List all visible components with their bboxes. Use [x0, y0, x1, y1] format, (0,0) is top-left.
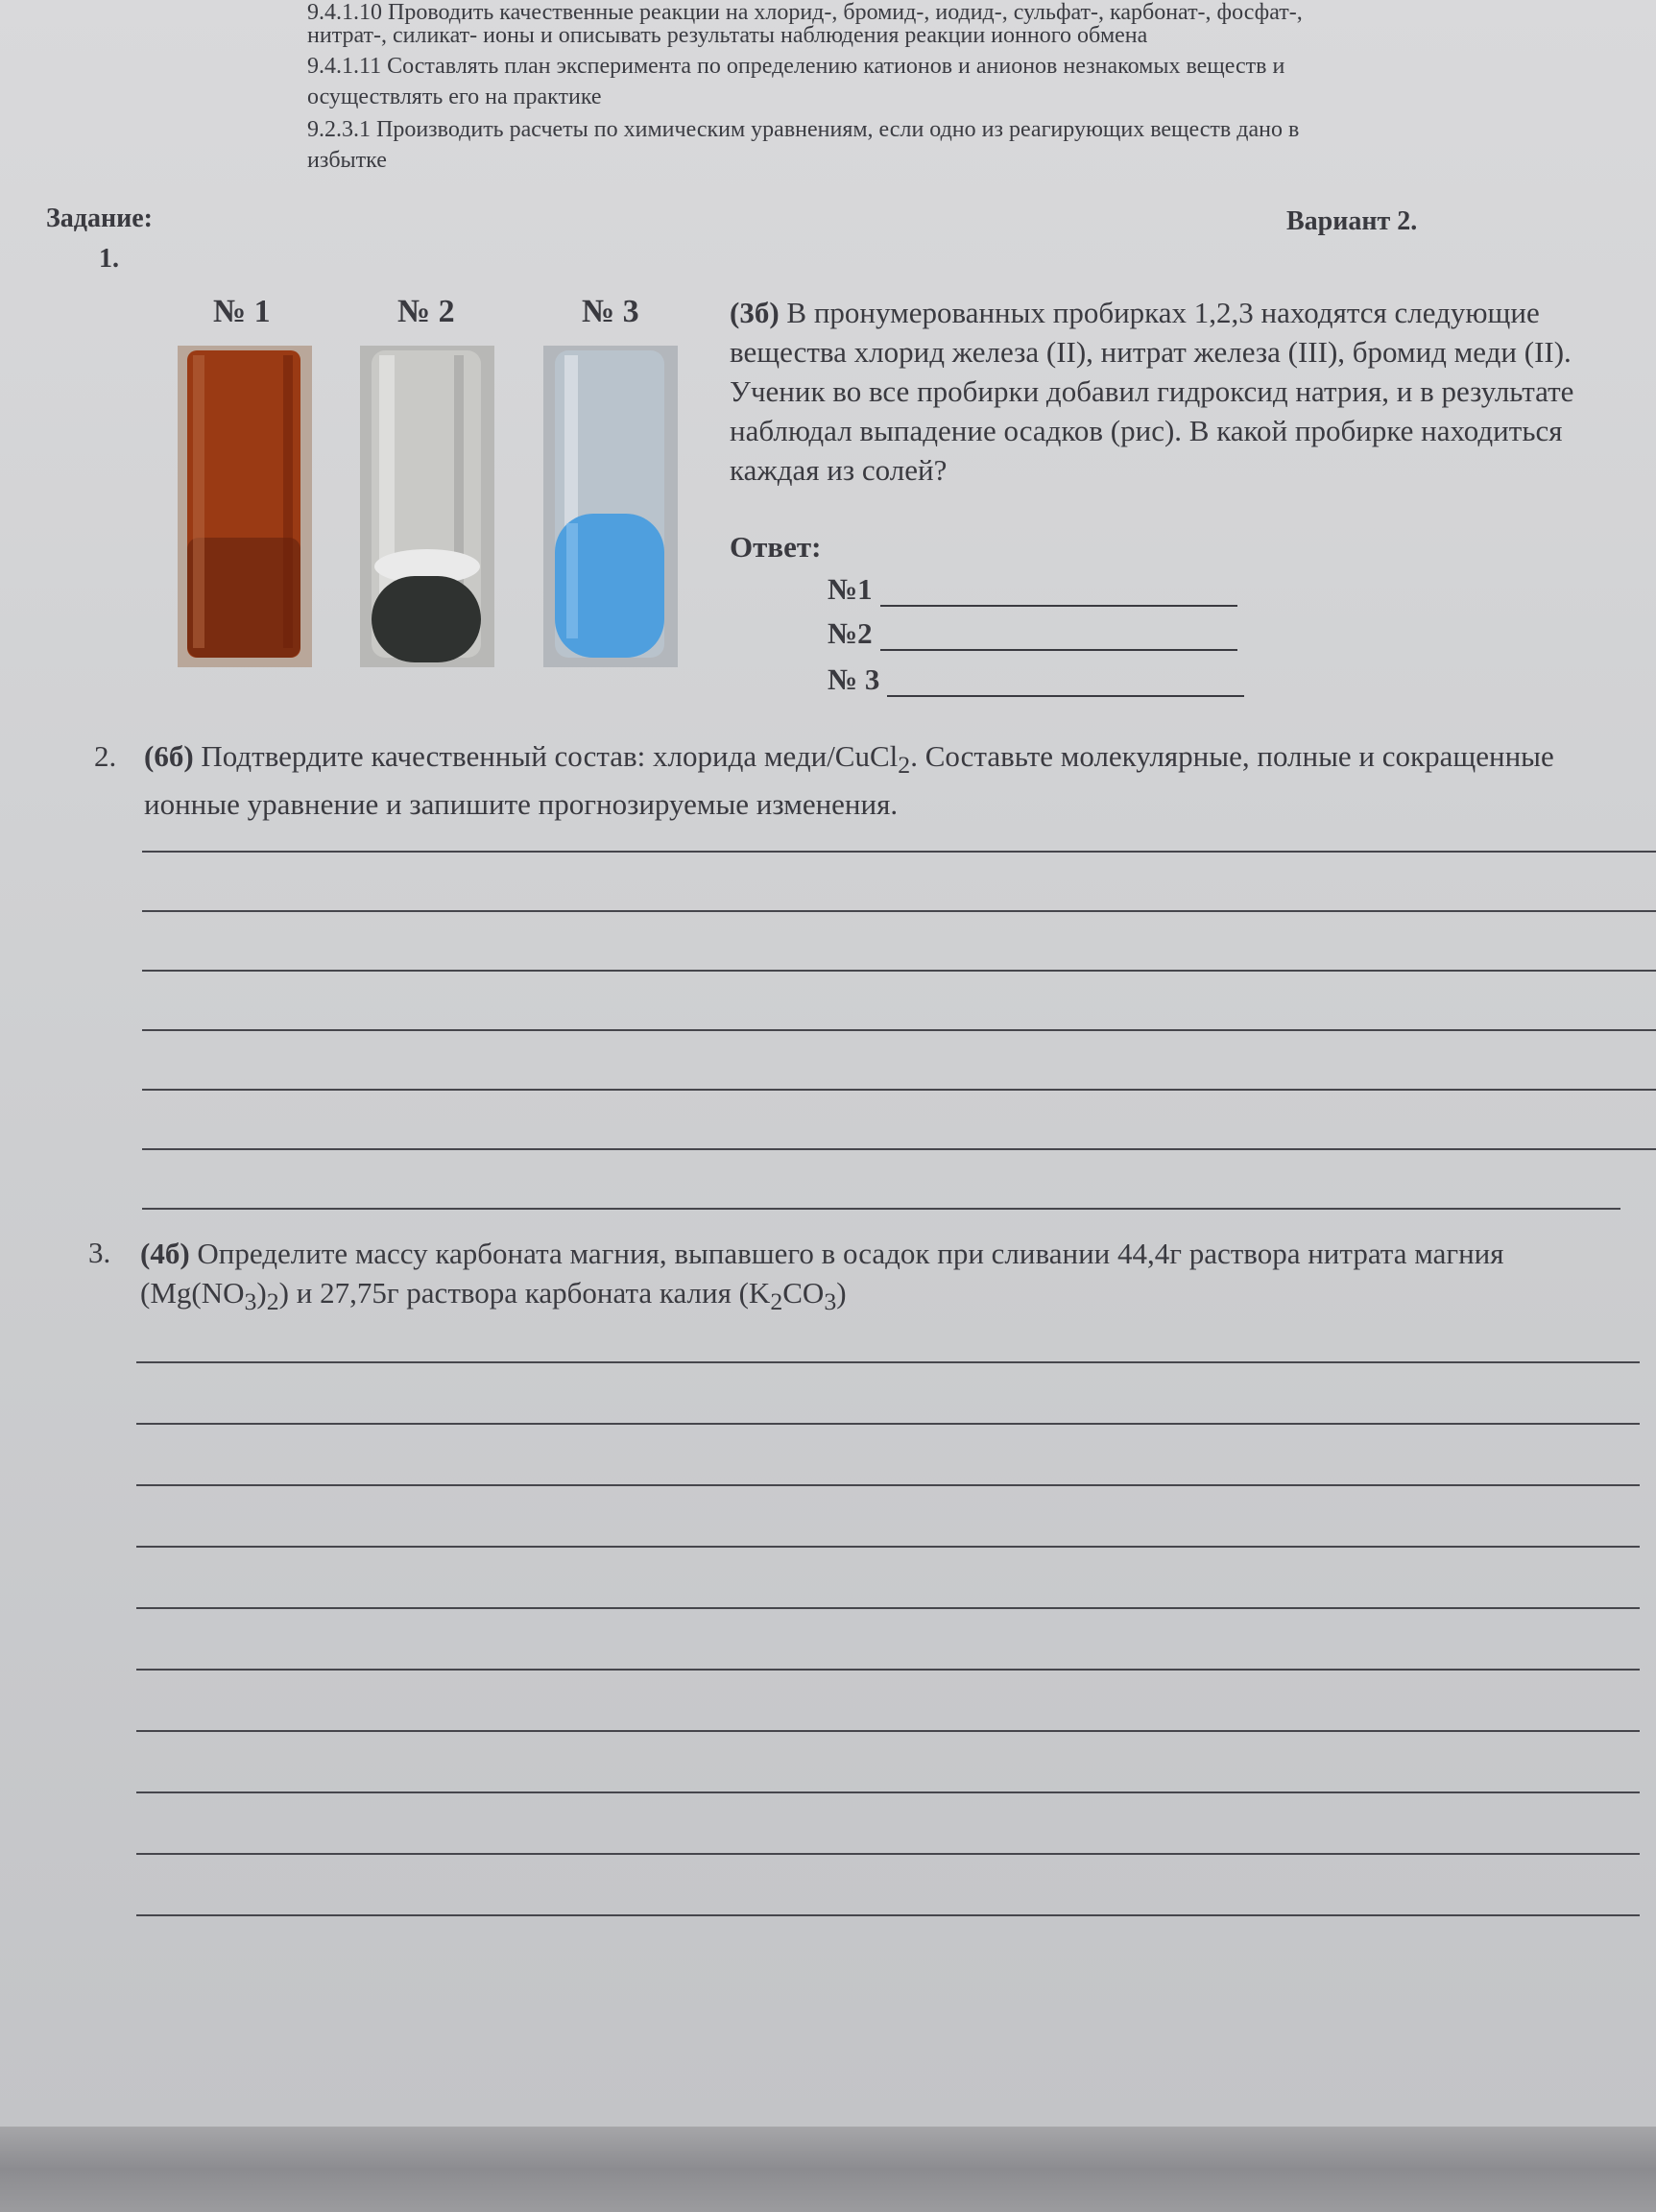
- answer-line[interactable]: [136, 1669, 1640, 1671]
- answer-line[interactable]: [142, 1148, 1656, 1150]
- question-3-body: Определите массу карбоната магния, выпавшего в осадок при сливании 44,4г раствора нитрата магния (Mg(NO: [140, 1237, 1504, 1310]
- question-1-points: (3б): [730, 296, 780, 329]
- question-2-points: (6б): [144, 739, 194, 773]
- question-3-text: [140, 1234, 1638, 1321]
- question-1-body: В пронумерованных пробирках 1,2,3 находятся следующие вещества хлорид железа (II), нитрат железа (III), бромид меди (II). Ученик во все пробирки добавил гидроксид натрия, и в результате наблюдал выпадение осадков (рис). В какой пробирке находиться каждая из солей?: [730, 296, 1574, 487]
- answer-line[interactable]: [142, 1029, 1656, 1031]
- answer-line[interactable]: [136, 1853, 1640, 1855]
- objective-line: 9.2.3.1 Производить расчеты по химическим уравнениям, если одно из реагирующих веществ дано в: [307, 117, 1300, 142]
- answer-line[interactable]: [136, 1914, 1640, 1916]
- tube-label-3: № 3: [582, 294, 639, 329]
- answer-label: Ответ:: [730, 530, 822, 564]
- test-tube-2-photo: [360, 346, 494, 667]
- answer-line[interactable]: [142, 1208, 1620, 1210]
- answer-line[interactable]: [142, 970, 1656, 972]
- subscript: 3: [244, 1287, 257, 1316]
- subscript: 2: [770, 1287, 783, 1316]
- task-title: Задание:: [46, 204, 153, 233]
- test-tube-3-photo: [543, 346, 678, 667]
- answer-blank-1[interactable]: [880, 576, 1237, 607]
- answer-label-2: №2: [828, 616, 873, 650]
- answer-label-1: №1: [828, 572, 873, 606]
- objective-line: 9.4.1.11 Составлять план эксперимента по определению катионов и анионов незнакомых веществ и: [307, 54, 1285, 79]
- question-2-text: [144, 736, 1603, 824]
- objective-line: нитрат-, силикат- ионы и описывать результаты наблюдения реакции ионного обмена: [307, 23, 1148, 48]
- answer-label-3: № 3: [828, 662, 880, 696]
- answer-line[interactable]: [136, 1791, 1640, 1793]
- answer-blank-2[interactable]: [880, 620, 1237, 651]
- subscript: 2: [266, 1287, 279, 1316]
- question-3-body: CO: [782, 1276, 825, 1310]
- question-3-points: (4б): [140, 1237, 190, 1270]
- question-2-subscript: 2: [898, 751, 911, 780]
- answer-line[interactable]: [136, 1484, 1640, 1486]
- answer-row-3: [828, 662, 1244, 697]
- objective-line: избытке: [307, 148, 387, 173]
- answer-row-1: [828, 572, 1237, 607]
- task-number: 1.: [99, 244, 119, 274]
- question-3-number: 3.: [88, 1236, 111, 1269]
- answer-line[interactable]: [136, 1546, 1640, 1548]
- answer-line[interactable]: [136, 1730, 1640, 1732]
- subscript: 3: [824, 1287, 837, 1316]
- answer-line[interactable]: [142, 910, 1656, 912]
- question-2-body-end: . Составьте молекулярные, полные и сокращенные ионные уравнение и запишите прогнозируемые изменения.: [144, 739, 1554, 822]
- tube-label-2: № 2: [397, 294, 455, 329]
- question-1-text: [730, 293, 1594, 490]
- answer-line[interactable]: [136, 1423, 1640, 1425]
- objective-line: осуществлять его на практике: [307, 84, 602, 109]
- answer-blank-3[interactable]: [887, 666, 1244, 697]
- answer-line[interactable]: [136, 1607, 1640, 1609]
- answer-line[interactable]: [142, 851, 1656, 853]
- answer-row-2: [828, 616, 1237, 651]
- objective-line: 9.4.1.10 Проводить качественные реакции на хлорид-, бромид-, иодид-, сульфат-, карбонат-, фосфат-,: [307, 0, 1303, 25]
- answer-line[interactable]: [142, 1089, 1656, 1091]
- variant-label: Вариант 2.: [1286, 206, 1418, 236]
- question-2-number: 2.: [94, 739, 117, 773]
- tube-label-1: № 1: [213, 294, 271, 329]
- test-tube-1-photo: [178, 346, 312, 667]
- answer-line[interactable]: [136, 1361, 1640, 1363]
- background-fabric: [0, 2127, 1656, 2212]
- question-3-body: ): [836, 1276, 847, 1310]
- question-3-body: ) и 27,75г раствора карбоната калия (K: [278, 1276, 771, 1310]
- question-3-body: ): [256, 1276, 267, 1310]
- question-2-body: Подтвердите качественный состав: хлорида меди/CuCl: [193, 739, 899, 773]
